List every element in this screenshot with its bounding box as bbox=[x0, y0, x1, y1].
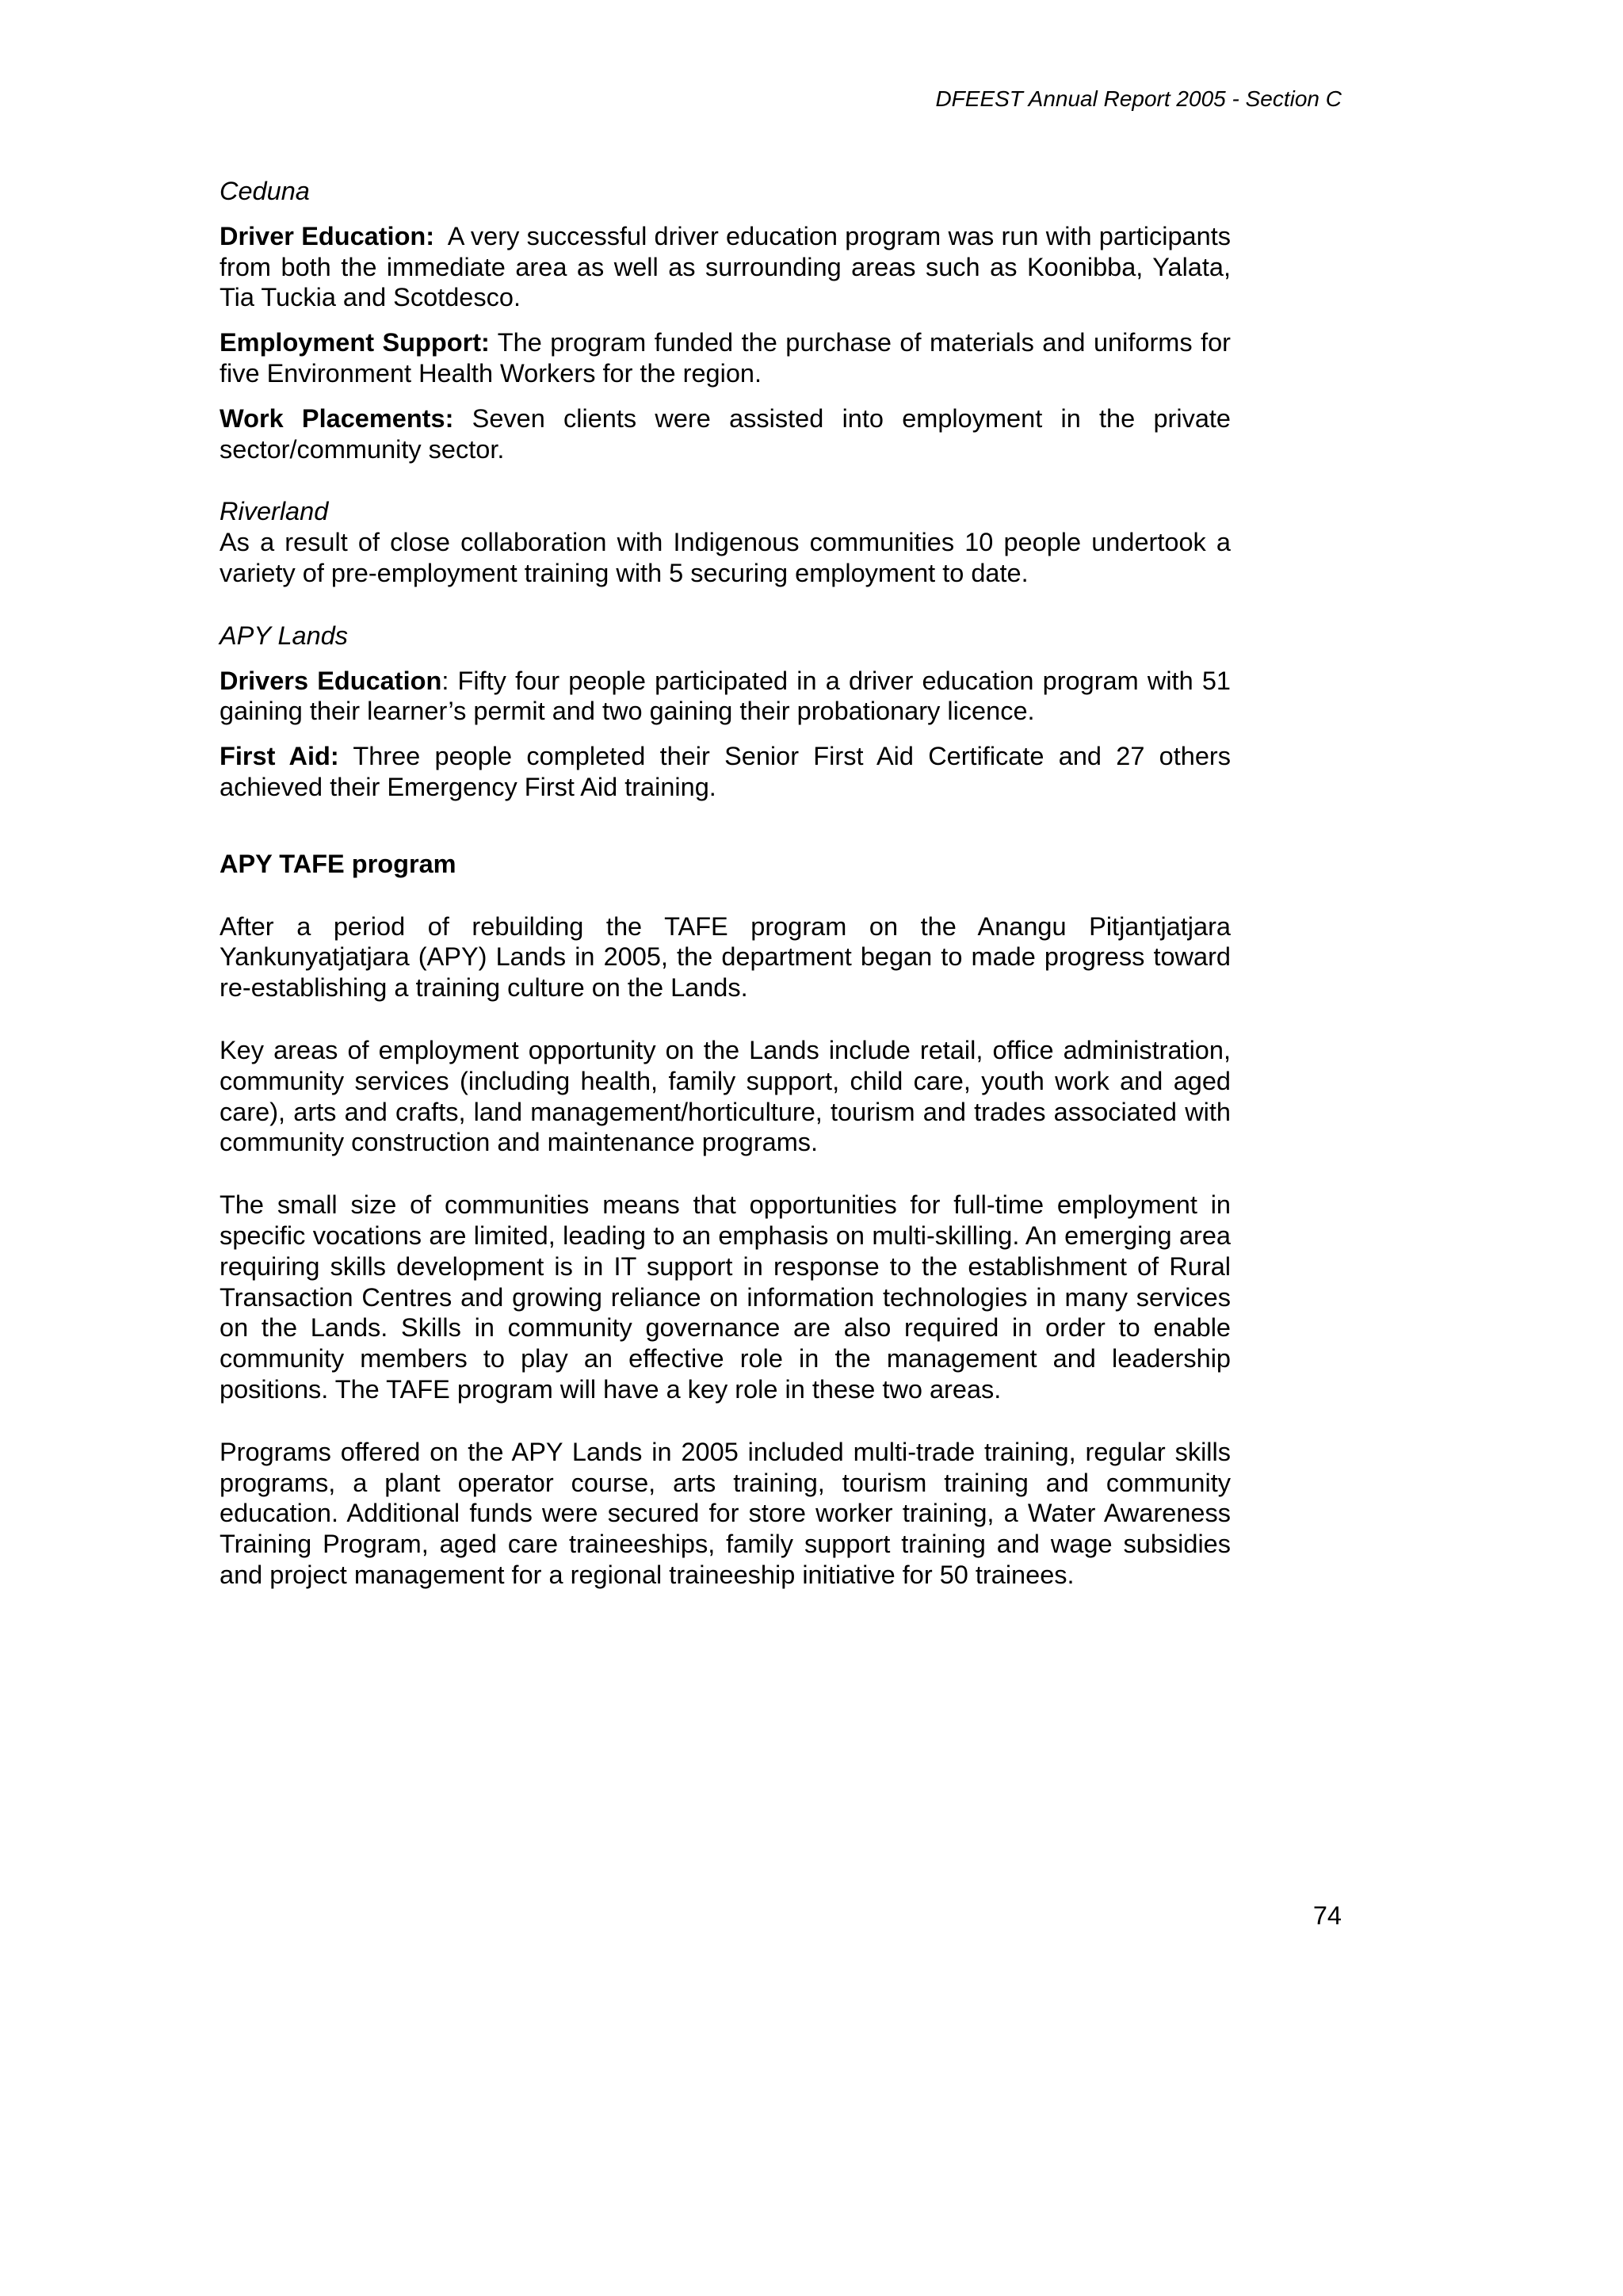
paragraph-employment-support bbox=[220, 327, 1231, 389]
label-drivers-education: Drivers Education bbox=[220, 666, 442, 695]
text-drivers-education: : Fifty four people participated in a driver education program with 51 gaining their learner’s permit and two gaining their probationary licence. bbox=[220, 666, 1232, 726]
paragraph-first-aid bbox=[220, 741, 1231, 803]
section-heading-ceduna: Ceduna bbox=[220, 177, 310, 205]
paragraph-work-placements bbox=[220, 403, 1231, 465]
page-body bbox=[220, 176, 1239, 1591]
paragraph-riverland: As a result of close collaboration with Indigenous communities 10 people undertook a variety of pre-employment training with 5 securing employment to date. bbox=[220, 528, 1231, 587]
paragraph-apy-tafe-2: Key areas of employment opportunity on the Lands include retail, office administration, community services (including health, family support, child care, youth work and aged care), arts and crafts, land management/horticulture, tourism and trades associated with community construction and maintenance programs. bbox=[220, 1035, 1231, 1157]
label-first-aid: First Aid: bbox=[220, 742, 339, 771]
text-employment-support: The program funded the purchase of materials and uniforms for five Environment Health Workers for the region. bbox=[220, 328, 1231, 388]
label-employment-support: Employment Support: bbox=[220, 328, 490, 357]
text-work-placements: Seven clients were assisted into employment in the private sector/community sector. bbox=[220, 403, 1231, 464]
paragraph-apy-tafe-3: The small size of communities means that opportunities for full-time employment in specific vocations are limited, leading to an emphasis on multi-skilling. An emerging area requiring skills development is in IT support in response to the establishment of Rural Transaction Centres and growing reliance on information technologies in many services on the Lands. Skills in community governance are also required in order to enable community members to play an effective role in the management and leadership positions. The TAFE program will have a key role in these two areas. bbox=[220, 1190, 1231, 1404]
paragraph-driver-education bbox=[220, 221, 1239, 313]
paragraph-apy-tafe-4: Programs offered on the APY Lands in 2005 included multi-trade training, regular skills programs, a plant operator course, arts training, tourism training and community education. Additional funds were secured for store worker training, a Water Awareness Training Program, aged care traineeships, family support training and wage subsidies and project management for a regional traineeship initiative for 50 trainees. bbox=[220, 1437, 1231, 1589]
paragraph-drivers-education bbox=[220, 666, 1231, 728]
text-driver-education: A very successful driver education program was run with participants from both the immediate area as well as surrounding areas such as Koonibba, Yalata, Tia Tuckia and Scotdesco. bbox=[220, 221, 1239, 312]
section-heading-apy-lands: APY Lands bbox=[220, 621, 349, 650]
label-driver-education: Driver Education: bbox=[220, 221, 435, 250]
label-work-placements: Work Placements: bbox=[220, 403, 454, 433]
page-number: 74 bbox=[1312, 1901, 1342, 1930]
paragraph-apy-tafe-1: After a period of rebuilding the TAFE program on the Anangu Pitjantjatjara Yankunyatjatjara (APY) Lands in 2005, the department began to made progress toward re-establishing a training culture on the Lands. bbox=[220, 911, 1231, 1003]
text-first-aid: Three people completed their Senior First Aid Certificate and 27 others achieved their Emergency First Aid training. bbox=[220, 742, 1231, 801]
section-heading-riverland: Riverland bbox=[220, 497, 329, 526]
running-header: DFEEST Annual Report 2005 - Section C bbox=[935, 86, 1342, 111]
section-title-apy-tafe: APY TAFE program bbox=[220, 849, 456, 878]
